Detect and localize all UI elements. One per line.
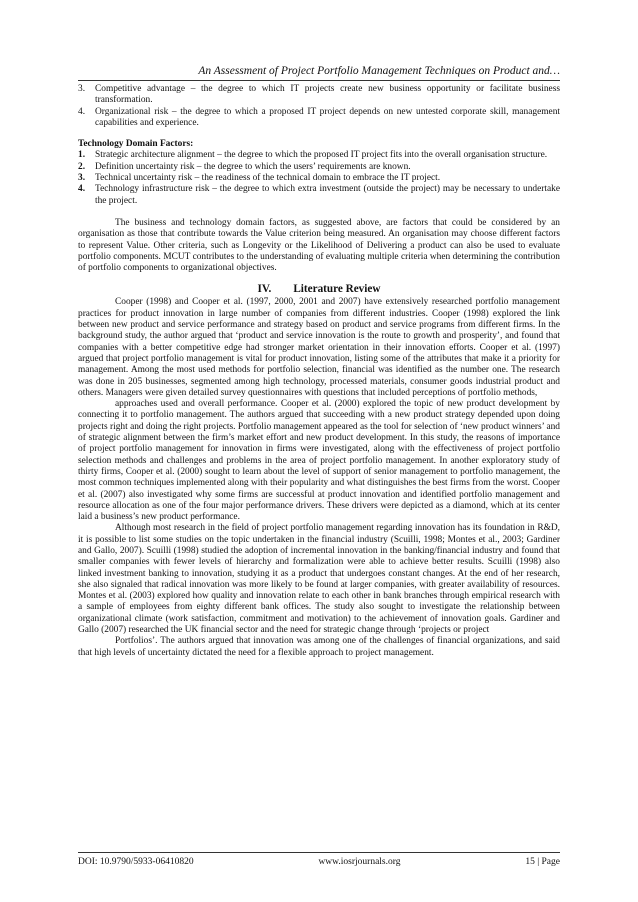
section-number: IV. — [257, 283, 272, 296]
technology-factors-heading: Technology Domain Factors: — [78, 139, 194, 150]
page-content — [78, 84, 560, 659]
page-footer — [78, 856, 560, 868]
list-text: Technical uncertainty risk – the readiness of the technical domain to embrace the IT project. — [95, 173, 441, 184]
list-text: Technology infrastructure risk – the degree to which extra investment (outside the project) may be necessary to undertake the project. — [95, 184, 560, 206]
technology-factors-list — [78, 150, 560, 206]
header-rule — [78, 80, 560, 81]
list-text: Strategic architecture alignment – the degree to which the proposed IT project fits into the overall organisation structure. — [95, 150, 548, 161]
literature-paragraph-2: approaches used and overall performance. Cooper et al. (2000) explored the topic of new product development by connecting it to portfolio management. The authors argued that succeeding with a new product strategy depended upon doing projects right and doing the right projects. Portfolio management appeared as the tool for selection of ‘new product winners’ and of strategic alignment between the firm’s market effort and new product development. In this study, the reasons of importance of project portfolio management for innovation in firms were investigated, along with the effectiveness of project portfolio selection methods and challenges and problems in the area of project portfolio management. In another exploratory study of thirty firms, Cooper et al. (2000) sought to learn about the level of support of senior management to portfolio management, the most common techniques implemented along with their popularity and what distinguishes the best firms from the worst. Cooper et al. (2007) also investigated why some firms are successful at product innovation and identified portfolio management and resource allocation as one of the four major performance drivers. These drivers were depicted as a diamond, which at its center laid a business’s new product performance. — [78, 399, 560, 523]
list-item — [78, 184, 560, 207]
literature-paragraph-3: Although most research in the field of project portfolio management regarding innovation has its foundation in R&D, it is possible to list some studies on the topic undertaken in the financial industry (Scuilli, 1998; Montes et al., 2003; Gardiner and Gallo, 2007). Scuilli (1998) studied the adoption of incremental innovation in the banking/financial industry and found that smaller companies with fewer levels of hierarchy and formalization were able to achieve better results. Scuilli (1998) also linked investment banking to innovation, studying it as a product that undergoes constant changes. At the end of her research, she also signaled that radical innovation was more likely to be found at larger companies, with greater availability of resources. Montes et al. (2003) explored how quality and innovation relate to each other in bank branches through empirical research with a sample of employees from eighty different bank offices. The study also sought to investigate the relationship between organizational climate (work satisfaction, commitment and motivation) to the achievement of innovation goals. Gardiner and Gallo (2007) researched the UK financial sector and the need for strategic change through ‘projects or project — [78, 523, 560, 636]
list-text: Competitive advantage – the degree to which IT projects create new business opportunity or facilitate business transformation. — [95, 84, 560, 106]
doi-text: DOI: 10.9790/5933-06410820 — [78, 857, 194, 867]
intro-paragraph: The business and technology domain factors, as suggested above, are factors that could be considered by an organisation as those that contribute towards the Value criterion being measured. An organisation may choose different factors to represent Value. Other criteria, such as Longevity or the Likelihood of Delivering a product can also be used to evaluate portfolio components. MCUT contributes to the understanding of evaluating multiple criteria when determining the contribution of portfolio components to organizational objectives. — [78, 217, 560, 274]
footer-rule — [78, 852, 560, 853]
list-text: Organizational risk – the degree to which a proposed IT project depends on new untested corporate skill, management capabilities and experience. — [95, 106, 560, 128]
list-number: 4. — [78, 106, 86, 117]
running-header: An Assessment of Project Portfolio Management Techniques on Product and… — [198, 65, 560, 77]
list-item — [78, 150, 560, 161]
list-item — [78, 84, 560, 107]
list-number: 1. — [78, 150, 86, 161]
list-number: 3. — [78, 84, 86, 94]
page-number: 15 | Page — [525, 857, 560, 867]
journal-website: www.iosrjournals.org — [318, 857, 401, 867]
list-item — [78, 107, 560, 130]
section-heading — [78, 283, 560, 296]
list-number: 2. — [78, 161, 86, 172]
literature-paragraph-4: Portfolios’. The authors argued that innovation was among one of the challenges of financial organizations, and said that high levels of uncertainty dictated the need for a flexible approach to project management. — [78, 636, 560, 658]
section-title: Literature Review — [293, 283, 381, 296]
list-item — [78, 173, 560, 184]
list-item — [78, 162, 560, 173]
list-text: Definition uncertainty risk – the degree to which the users’ requirements are known. — [95, 161, 411, 172]
literature-paragraph-1: Cooper (1998) and Cooper et al. (1997, 2000, 2001 and 2007) have extensively researched portfolio management practices for product innovation in large number of companies from different industries. Cooper (1998) explored the link between new product and service performance and strategy based on product and service programs from different firms. In the background study, the author argued that ‘product and service innovation is the route to growth and prosperity’, and found that companies with a better competitive edge had stronger market orientation in their innovation efforts. Cooper et al. (1997) argued that project portfolio management is vital for product innovation, listing some of the attributes that make it a priority for management. Among the most used methods for portfolio selection, financial was identified as the number one. The research was done in 205 businesses, segmented among high technology, processed materials, consumer goods industrial product and others. Managers were given detailed survey questionnaires with questions that included perceptions of portfolio methods, — [78, 297, 560, 398]
list-number: 4. — [78, 184, 86, 195]
risk-list — [78, 84, 560, 129]
list-number: 3. — [78, 173, 86, 184]
